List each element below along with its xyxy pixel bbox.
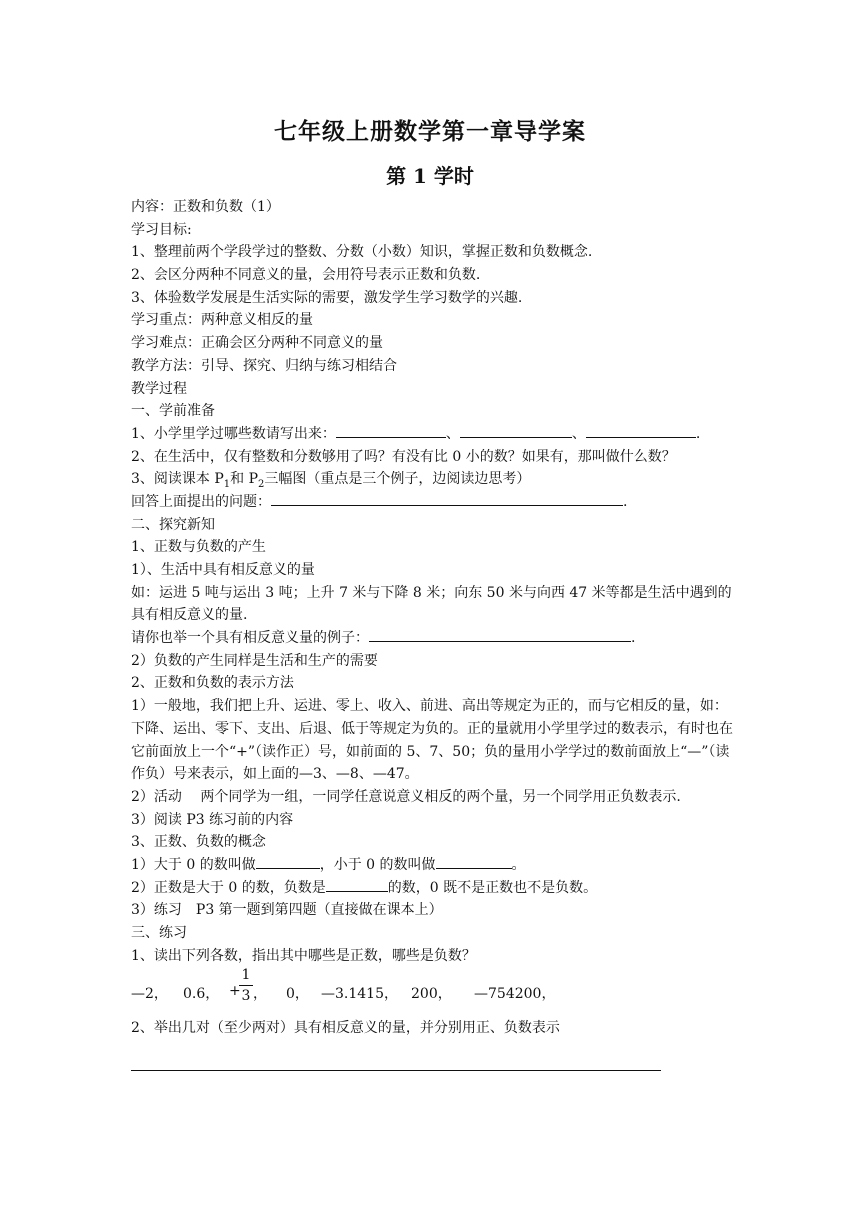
number-item: 200， <box>411 986 452 1003</box>
concept-1-text-a: 1）大于 0 的数叫做 <box>131 857 256 874</box>
section-1-heading: 一、学前准备 <box>131 403 215 420</box>
subsection-1: 1、正数与负数的产生 <box>131 539 266 556</box>
question-3-text-a: 3、阅读课本 P <box>131 471 224 488</box>
objectives-heading: 学习目标: <box>131 221 192 238</box>
objective-1: 1、整理前两个学段学过的整数、分数（小数）知识，掌握正数和负数概念. <box>131 244 593 261</box>
answer-prompt-text: 回答上面提出的问题： <box>131 493 271 510</box>
objective-3: 3、体验数学发展是生活实际的需要，激发学生学习数学的兴趣. <box>131 289 523 306</box>
difficulty: 学习难点：正确会区分两种不同意义的量 <box>131 335 383 352</box>
answer-blank-4[interactable] <box>271 491 623 506</box>
question-2: 2、在生活中，仅有整数和分数够用了吗？有没有比 0 小的数？如果有，那叫做什么数？ <box>131 448 676 465</box>
section-3-heading: 三、练习 <box>131 925 187 942</box>
page-title: 七年级上册数学第一章导学案 <box>274 118 586 145</box>
number-item: 0， <box>286 986 309 1003</box>
question-1-text: 1、小学里学过哪些数请写出来： <box>131 425 336 442</box>
answer-blank-1[interactable] <box>336 423 446 438</box>
reading-line: 3）阅读 P3 练习前的内容 <box>131 811 294 828</box>
question-3 <box>131 468 741 491</box>
fraction-denominator: 3 <box>241 988 251 1005</box>
number-item: —2， <box>131 986 168 1003</box>
example-prompt <box>131 627 741 650</box>
question-1 <box>131 423 741 446</box>
number-list <box>131 967 741 1017</box>
answer-blank-3[interactable] <box>586 423 696 438</box>
example-prompt-text: 请你也举一个具有相反意义量的例子： <box>131 630 369 647</box>
period: . <box>623 493 628 510</box>
period: . <box>695 425 701 442</box>
subsection-1-2: 2）负数的产生同样是生活和生产的需要 <box>131 652 378 669</box>
question-3-text-b: 和 P <box>230 471 259 488</box>
content-line: 内容：正数和负数（1） <box>131 199 280 215</box>
question-3-text-c: 三幅图（重点是三个例子，边阅读边思考） <box>264 471 531 488</box>
page-subtitle: 第 1 学时 <box>386 164 474 188</box>
practice-line: 3）练习 P3 第一题到第四题（直接做在课本上） <box>131 902 443 919</box>
separator: 、 <box>571 425 586 442</box>
activity-line: 2）活动 两个同学为一组，一同学任意说意义相反的两个量，另一个同学用正负数表示. <box>131 788 681 805</box>
worksheet-body <box>131 196 741 1040</box>
subscript: 2 <box>258 479 265 491</box>
fraction-bar <box>239 985 253 986</box>
objective-2: 2、会区分两种不同意义的量，会用符号表示正数和负数. <box>131 267 481 284</box>
answer-blank-6[interactable] <box>256 854 320 869</box>
answer-line[interactable] <box>131 1070 661 1071</box>
concept-1-text-c: 。 <box>511 857 526 874</box>
subsection-3: 3、正数、负数的概念 <box>131 834 266 851</box>
concept-1 <box>131 854 741 877</box>
plus-sign: + <box>229 983 241 1000</box>
concept-1-text-b: ，小于 0 的数叫做 <box>319 857 436 874</box>
concept-2 <box>131 877 741 900</box>
fraction <box>239 967 253 1004</box>
answer-blank-8[interactable] <box>326 877 388 892</box>
process-heading: 教学过程 <box>131 380 187 397</box>
number-item: 0.6， <box>183 986 220 1003</box>
number-item: —754200， <box>474 986 556 1003</box>
answer-prompt <box>131 491 741 514</box>
answer-blank-2[interactable] <box>460 423 572 438</box>
fraction-numerator: 1 <box>241 967 251 984</box>
exercise-2: 2、举出几对（至少两对）具有相反意义的量，并分别用正、负数表示 <box>131 1020 560 1037</box>
concept-2-text-b: 的数，0 既不是正数也不是负数。 <box>387 879 598 896</box>
subscript: 1 <box>223 479 231 491</box>
separator: 、 <box>445 425 460 442</box>
number-item: —3.1415， <box>321 986 398 1003</box>
representation-paragraph: 1）一般地，我们把上升、运进、零上、收入、前进、高出等规定为正的，而与它相反的量，如：下降、运出、零下、支出、后退、低于等规定为负的。正的量就用小学里学过的数表示，有时也在它前面放上一个“+”（读作正）号，如前面的 5、7、50；负的量用小学学过的数前面放上“—”（读作负）号来表示，如上面的—3、—8、—47。 <box>131 698 733 783</box>
key-point: 学习重点：两种意义相反的量 <box>131 312 313 329</box>
section-2-heading: 二、探究新知 <box>131 516 215 533</box>
subsection-2: 2、正数和负数的表示方法 <box>131 675 294 692</box>
subsection-1-1: 1）、生活中具有相反意义的量 <box>131 562 315 578</box>
concept-2-text-a: 2）正数是大于 0 的数，负数是 <box>131 879 326 896</box>
period: . <box>631 630 636 647</box>
answer-blank-5[interactable] <box>369 627 631 642</box>
answer-blank-7[interactable] <box>436 854 512 869</box>
exercise-1: 1、读出下列各数，指出其中哪些是正数，哪些是负数？ <box>131 947 476 964</box>
teaching-method: 教学方法：引导、探究、归纳与练习相结合 <box>131 357 397 374</box>
example-paragraph: 如：运进 5 吨与运出 3 吨；上升 7 米与下降 8 米；向东 50 米与向西 47 米等都是生活中遇到的具有相反意义的量. <box>131 584 732 624</box>
comma: ， <box>253 986 267 1003</box>
